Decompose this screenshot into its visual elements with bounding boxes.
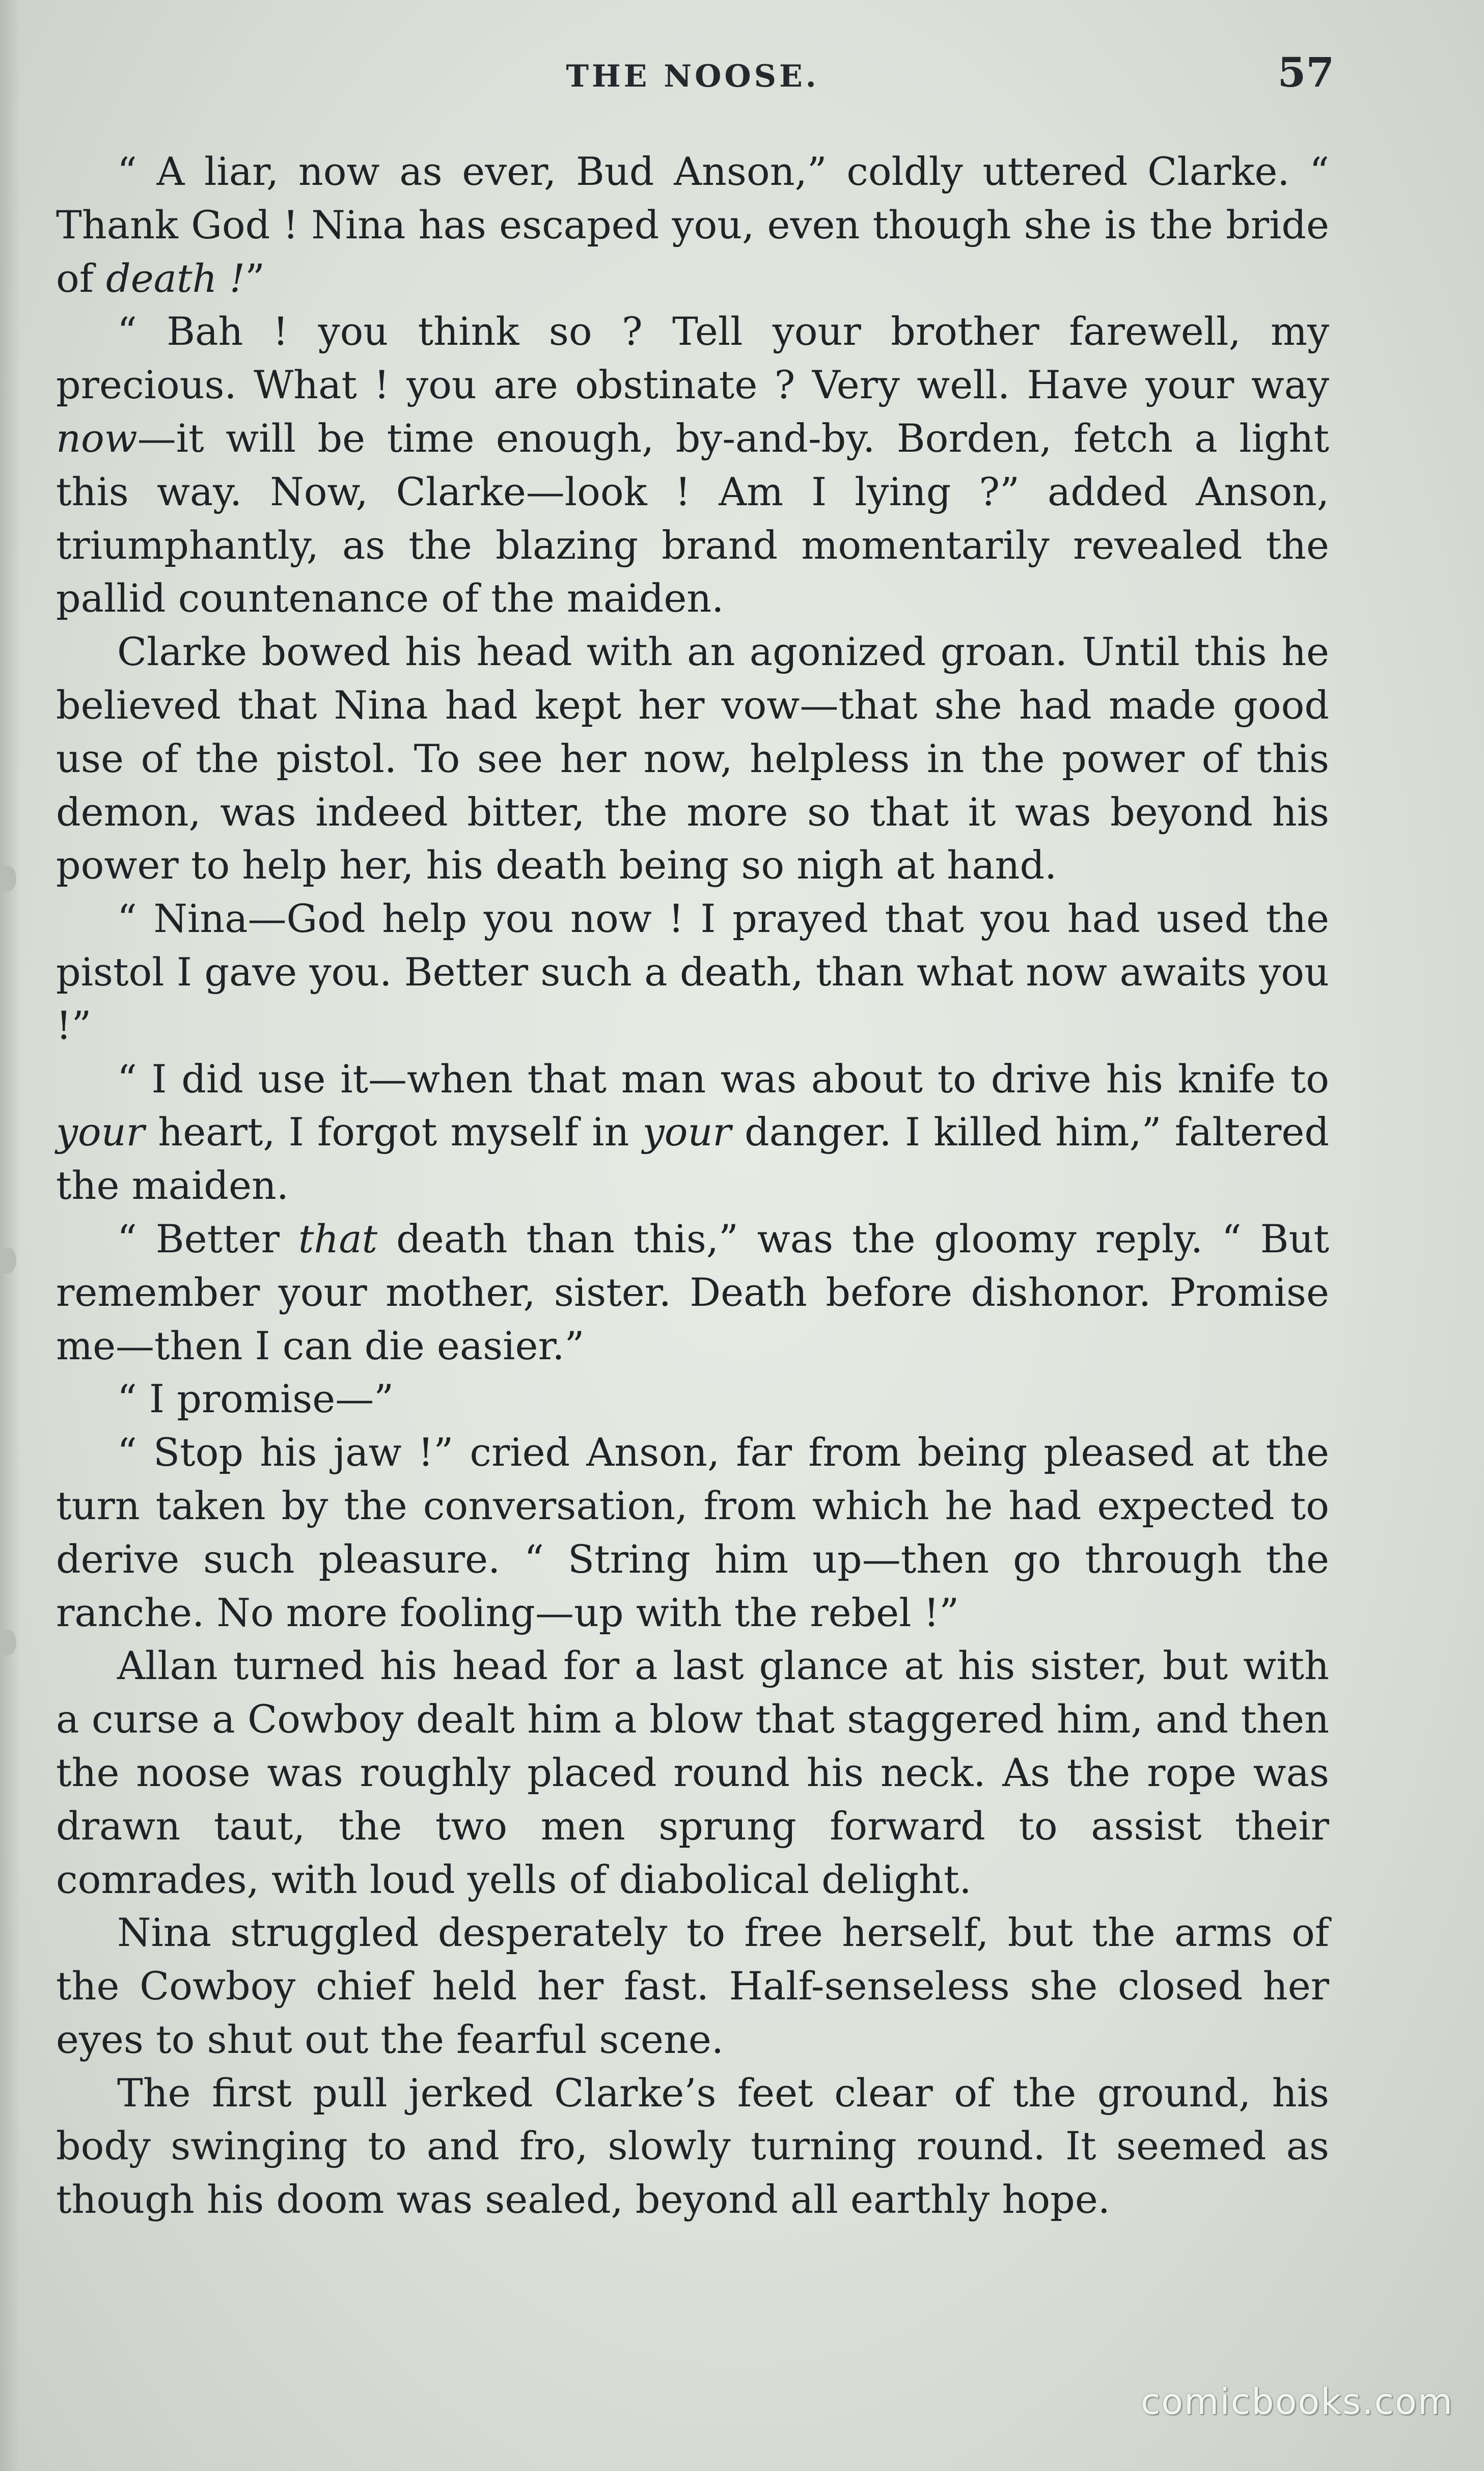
watermark: comicbooks.com [1140, 2381, 1453, 2423]
italic-text: death ! [106, 255, 245, 301]
text-run: “ I did use it—when that man was about to drive his knife to [117, 1056, 1329, 1102]
page-tear-mark [0, 1248, 16, 1273]
text-run: danger. I killed him,” faltered the maiden. [56, 1109, 1329, 1209]
text-run: —it will be time enough, by-and-by. Borden, fetch a light this way. Now, Clarke—look ! Am I lying ?” added Anson, triumphantly, as the blazing brand momentarily revealed the pallid countenance of the maiden. [56, 415, 1329, 621]
paragraph [56, 625, 1329, 892]
page-number: 57 [1277, 48, 1334, 96]
text-run: “ I promise—” [117, 1376, 394, 1422]
paragraph [56, 1426, 1329, 1639]
text-run: The first pull jerked Clarke’s feet clear of the ground, his body swinging to and fro, slowly turning round. It seemed as though his doom was sealed, beyond all earthly hope. [56, 2070, 1329, 2222]
text-run: ” [245, 255, 265, 301]
page-header [56, 48, 1334, 109]
paragraph [56, 305, 1329, 625]
text-run: “ Bah ! you think so ? Tell your brother farewell, my precious. What ! you are obstinate ? Very well. Have your way [56, 309, 1329, 408]
text-run: Clarke bowed his head with an agonized groan. Until this he believed that Nina had kept her vow—that she had made good use of the pistol. To see her now, helpless in the power of this demon, was indeed bitter, the more so that it was beyond his power to help her, his death being so nigh at hand. [56, 629, 1329, 888]
text-run: “ Better [117, 1216, 298, 1261]
paragraph [56, 2067, 1329, 2227]
text-run: “ Nina—God help you now ! I prayed that you had used the pistol I gave you. Better such a death, than what now awaits you !” [56, 896, 1329, 1048]
text-run: death than this,” was the gloomy reply. “ But remember your mother, sister. Death before dishonor. Promise me—then I can die easier.” [56, 1216, 1329, 1368]
italic-text: your [642, 1109, 731, 1155]
italic-text: that [298, 1216, 378, 1261]
paragraph [56, 1213, 1329, 1372]
paragraph [56, 145, 1329, 305]
paragraph [56, 1906, 1329, 2066]
text-run: “ Stop his jaw !” cried Anson, far from being pleased at the turn taken by the conversation, from which he had expected to derive such pleasure. “ String him up—then go through the ranche. No more fooling—up with the rebel !” [56, 1430, 1329, 1635]
page-tear-mark [0, 866, 16, 891]
page-edge-shadow [0, 0, 20, 2471]
paragraph [56, 1053, 1329, 1213]
italic-text: your [56, 1109, 145, 1155]
running-head: THE NOOSE. [566, 59, 819, 94]
italic-text: now [56, 415, 138, 461]
page-tear-mark [0, 1630, 16, 1655]
body-text [56, 145, 1329, 2227]
text-run: Nina struggled desperately to free herself, but the arms of the Cowboy chief held her fast. Half-senseless she closed her eyes to shut out the fearful scene. [56, 1910, 1329, 2062]
text-run: Allan turned his head for a last glance at his sister, but with a curse a Cowboy dealt him a blow that staggered him, and then the noose was roughly placed round his neck. As the rope was drawn taut, the two men sprung forward to assist their comrades, with loud yells of diabolical delight. [56, 1643, 1329, 1902]
text-run: “ A liar, now as ever, Bud Anson,” coldly uttered Clarke. “ Thank God ! Nina has escaped you, even though she is the bride of [56, 149, 1329, 301]
paragraph [56, 1372, 1329, 1426]
text-run: heart, I forgot myself in [144, 1109, 643, 1155]
paragraph [56, 1639, 1329, 1906]
paragraph [56, 892, 1329, 1052]
